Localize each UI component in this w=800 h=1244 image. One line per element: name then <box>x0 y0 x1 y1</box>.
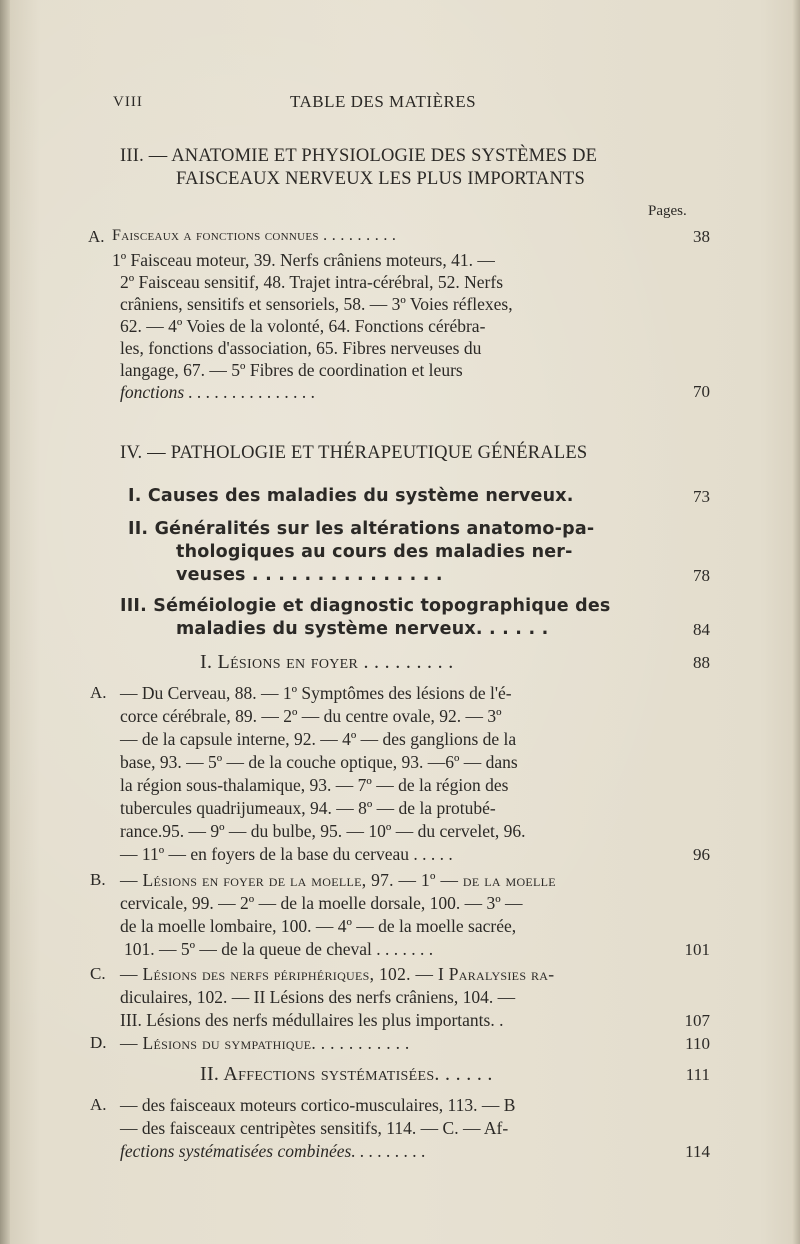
entry-letter: C. <box>90 964 106 983</box>
toc-line: — Lésions en foyer de la moelle, 97. — 1º — de la moelle <box>120 870 556 890</box>
page-left-edge <box>0 0 10 1244</box>
entry-letter: B. <box>90 870 106 889</box>
page-number: 38 <box>693 227 710 246</box>
toc-line: 1º Faisceau moteur, 39. Nerfs crâniens moteurs, 41. — <box>112 250 495 270</box>
part3-title-line2: FAISCEAUX NERVEUX LES PLUS IMPORTANTS <box>176 169 585 189</box>
page-number: 84 <box>693 620 710 639</box>
page-number: 88 <box>693 653 710 672</box>
page-folio: VIII <box>113 94 143 110</box>
page-number: 78 <box>693 566 710 585</box>
page-number: 96 <box>693 845 710 864</box>
toc-line: — Du Cerveau, 88. — 1º Symptômes des lésions de l'é- <box>120 683 512 703</box>
toc-line: — 11º — en foyers de la base du cerveau . . . . . <box>120 844 453 864</box>
toc-line: 62. — 4º Voies de la volonté, 64. Fonctions cérébra- <box>120 316 486 336</box>
toc-line: tubercules quadrijumeaux, 94. — 8º — de la protubé- <box>120 798 496 818</box>
part4-title: IV. — PATHOLOGIE ET THÉRAPEUTIQUE GÉNÉRALES <box>120 443 588 463</box>
subsection-title: II. Affections systématisées. . . . . . <box>200 1063 493 1085</box>
section-title: II. Généralités sur les altérations anatomo-pa- <box>128 519 595 539</box>
section-title: maladies du système nerveux. . . . . . <box>176 619 549 639</box>
entry-letter: A. <box>90 1095 107 1114</box>
toc-line: 101. — 5º — de la queue de cheval . . . . . . . <box>124 939 434 959</box>
section-title: thologiques au cours des maladies ner- <box>176 542 573 562</box>
pages-label: Pages. <box>648 203 687 219</box>
toc-line: cervicale, 99. — 2º — de la moelle dorsale, 100. — 3º — <box>120 893 523 913</box>
running-title: TABLE DES MATIÈRES <box>290 92 477 111</box>
toc-line: la région sous-thalamique, 93. — 7º — de la région des <box>120 775 509 795</box>
page-number: 107 <box>684 1011 710 1030</box>
toc-line: III. Lésions des nerfs médullaires les plus importants. . <box>120 1010 504 1030</box>
toc-heading: Faisceaux a fonctions connues . . . . . . . . . <box>112 227 397 244</box>
toc-line: 2º Faisceau sensitif, 48. Trajet intra-cérébral, 52. Nerfs <box>120 272 504 292</box>
toc-line: diculaires, 102. — II Lésions des nerfs crâniens, 104. — <box>120 987 516 1007</box>
toc-line: fections systématisées combinées. . . . . . . . . <box>120 1141 426 1161</box>
toc-line: rance.95. — 9º — du bulbe, 95. — 10º — du cervelet, 96. <box>120 821 526 841</box>
section-title: I. Causes des maladies du système nerveux. <box>128 486 574 506</box>
toc-line: base, 93. — 5º — de la couche optique, 93. —6º — dans <box>120 752 518 772</box>
toc-line: — Lésions des nerfs périphériques, 102. — I Paralysies ra- <box>120 964 555 984</box>
page-number: 73 <box>693 487 710 506</box>
toc-line: les, fonctions d'association, 65. Fibres nerveuses du <box>120 338 482 358</box>
subsection-title: I. Lésions en foyer . . . . . . . . . <box>200 651 454 673</box>
toc-line: langage, 67. — 5º Fibres de coordination et leurs <box>120 360 463 380</box>
entry-letter: A. <box>90 683 107 702</box>
section-title: veuses . . . . . . . . . . . . . . . <box>176 565 443 585</box>
page-number: 70 <box>693 382 710 401</box>
entry-letter: D. <box>90 1033 107 1052</box>
toc-line: — de la capsule interne, 92. — 4º — des ganglions de la <box>120 729 517 749</box>
toc-line: — des faisceaux centripètes sensitifs, 114. — C. — Af- <box>120 1118 509 1138</box>
toc-line: — Lésions du sympathique. . . . . . . . . . . <box>120 1033 410 1053</box>
entry-letter: A. <box>88 227 105 246</box>
page-right-edge <box>792 0 800 1244</box>
toc-line: corce cérébrale, 89. — 2º — du centre ovale, 92. — 3º <box>120 706 502 726</box>
toc-line: fonctions . . . . . . . . . . . . . . . <box>120 382 316 402</box>
page-number: 114 <box>685 1142 710 1161</box>
toc-line: de la moelle lombaire, 100. — 4º — de la moelle sacrée, <box>120 916 517 936</box>
page-number: 111 <box>685 1065 710 1084</box>
page-number: 110 <box>685 1034 710 1053</box>
toc-line: crâniens, sensitifs et sensoriels, 58. — 3º Voies réflexes, <box>120 294 513 314</box>
toc-line: — des faisceaux moteurs cortico-musculaires, 113. — B <box>120 1095 516 1115</box>
part3-title-line1: III. — ANATOMIE ET PHYSIOLOGIE DES SYSTÈMES DE <box>120 146 598 166</box>
page-number: 101 <box>684 940 710 959</box>
section-title: III. Séméiologie et diagnostic topographique des <box>120 596 611 616</box>
